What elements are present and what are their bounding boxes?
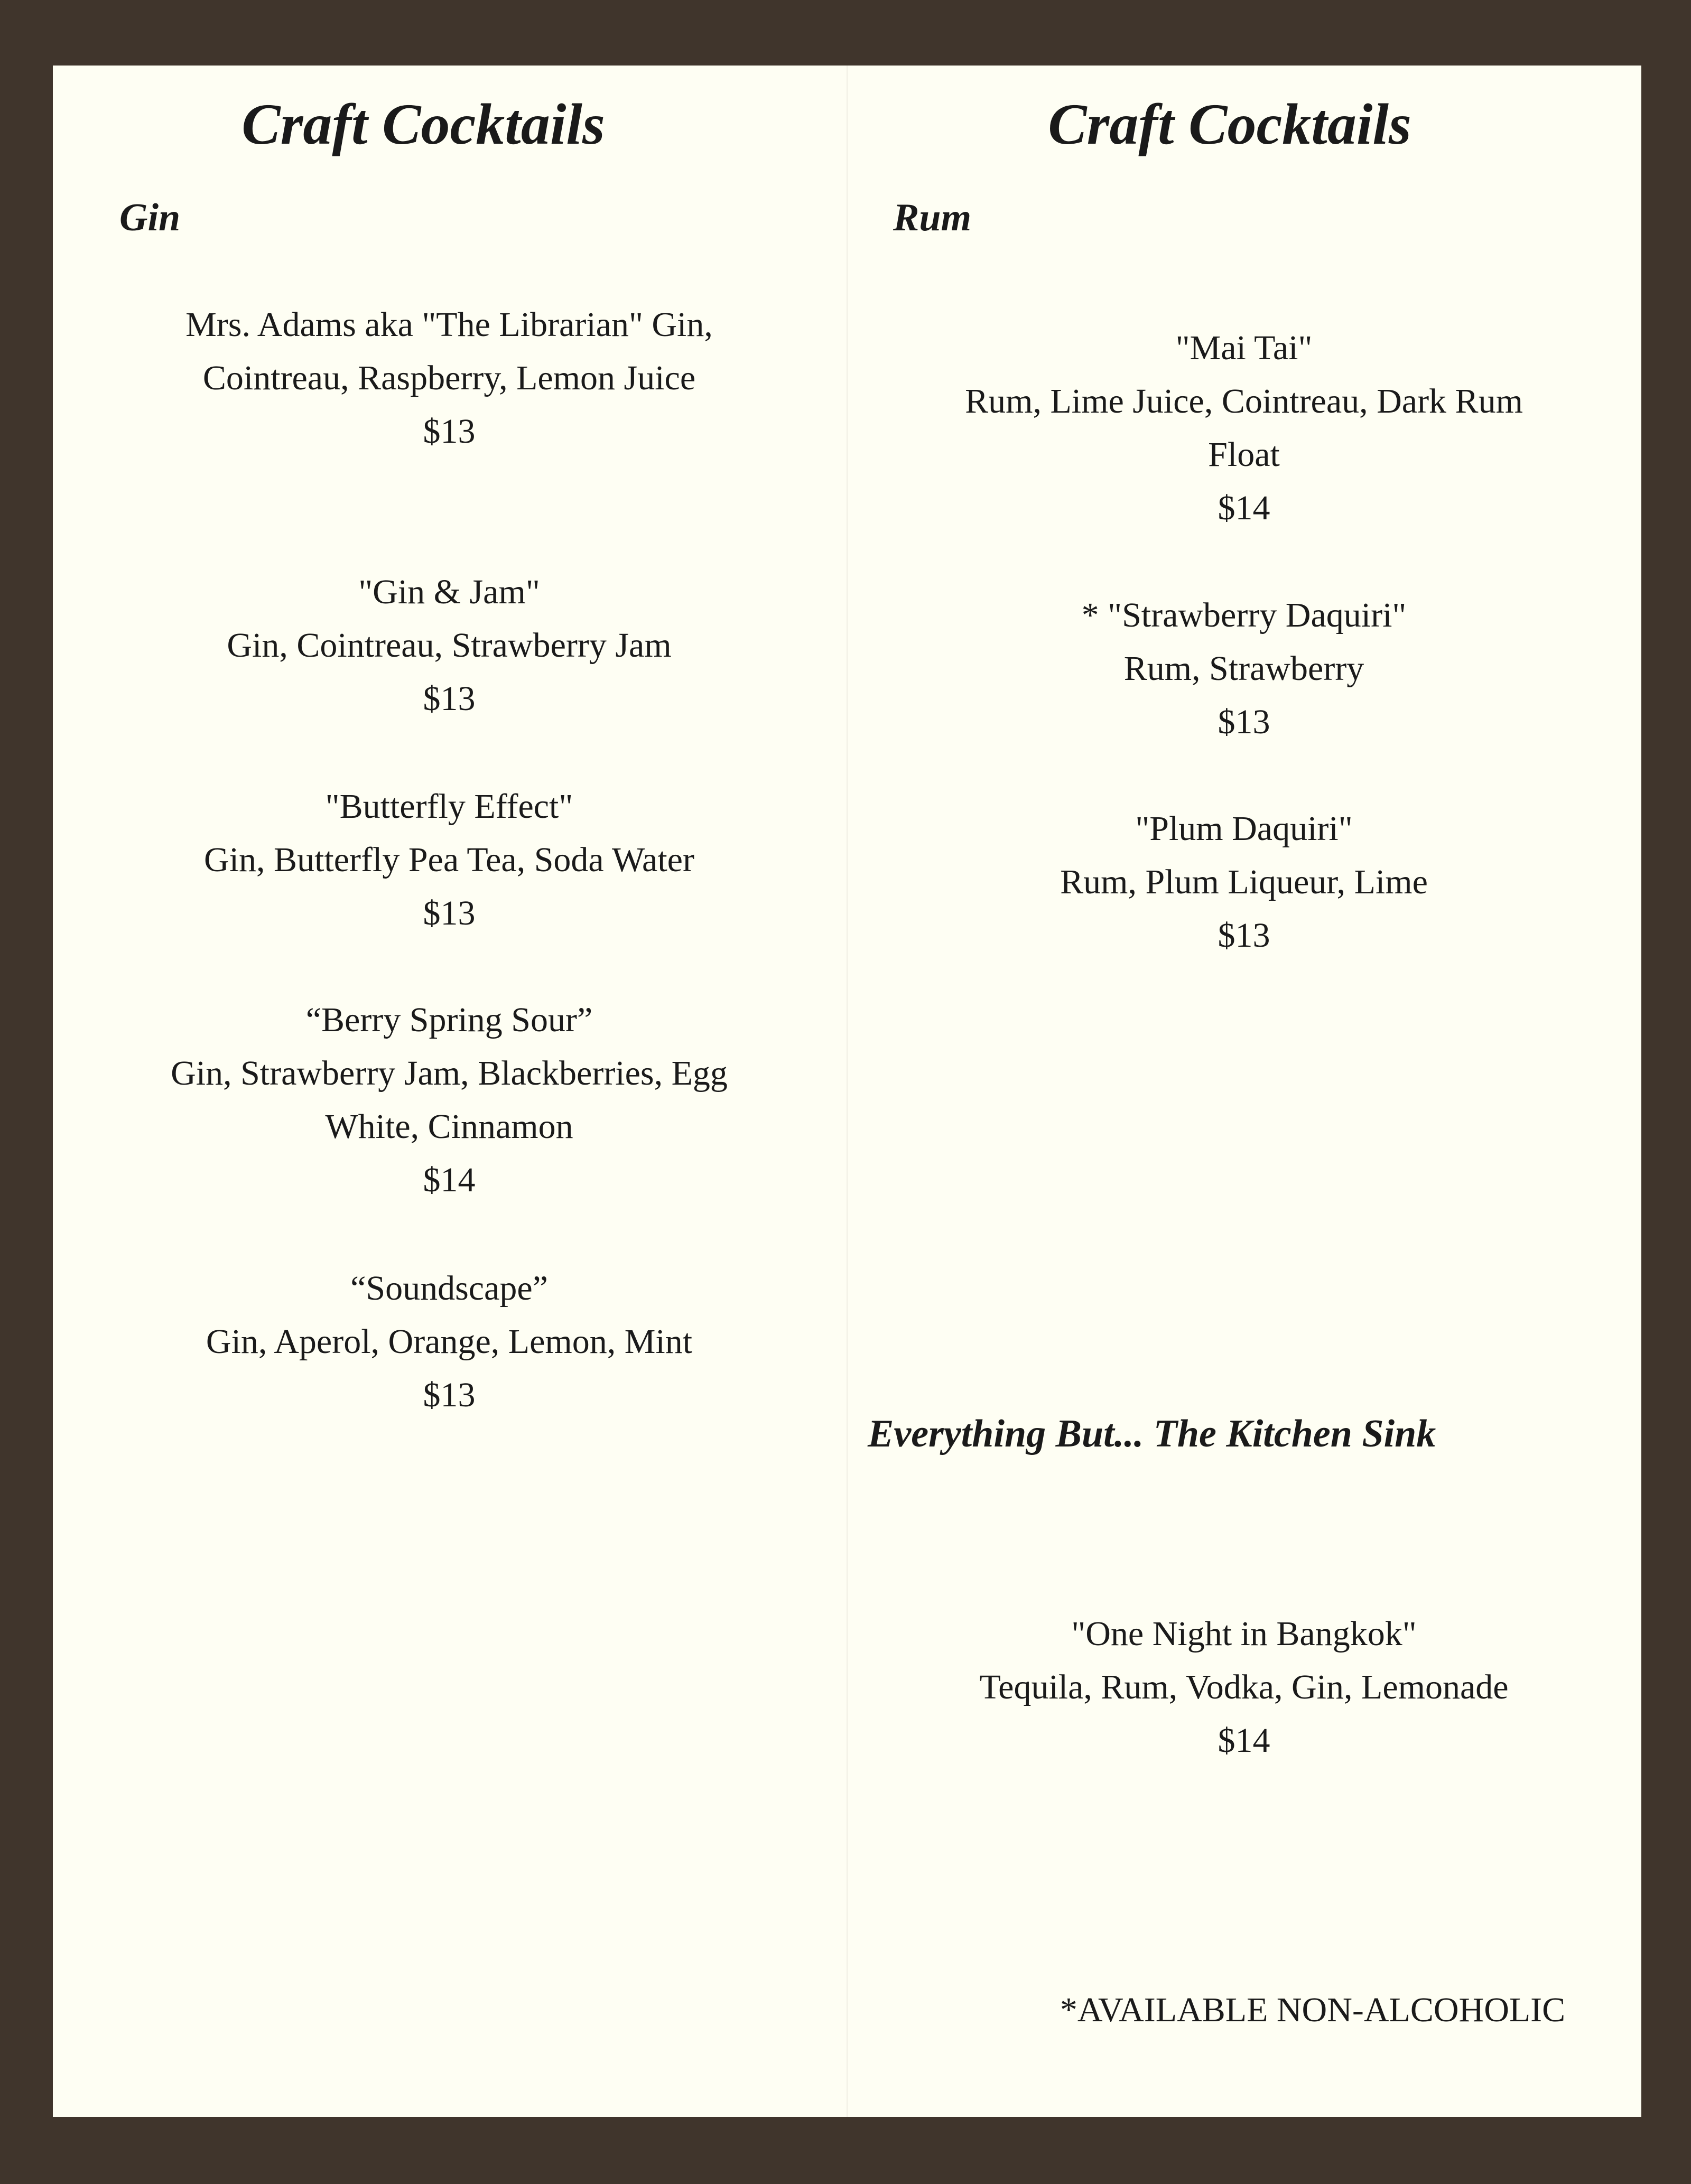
- menu-item-mrs-adams: [106, 298, 793, 458]
- page-title: Craft Cocktails: [241, 92, 605, 156]
- item-price: $14: [1218, 1721, 1270, 1760]
- menu-item-one-night-in-bangkok: [900, 1607, 1587, 1767]
- item-description: Cointreau, Raspberry, Lemon Juice: [202, 359, 696, 397]
- right-column: [848, 66, 1641, 2117]
- item-ingredients: Gin, Butterfly Pea Tea, Soda Water: [204, 841, 694, 879]
- item-ingredients: Float: [1208, 435, 1280, 474]
- item-ingredients: Gin, Aperol, Orange, Lemon, Mint: [206, 1322, 693, 1361]
- item-ingredients: Rum, Lime Juice, Cointreau, Dark Rum: [965, 382, 1523, 421]
- menu-item-plum-daquiri: [900, 802, 1587, 962]
- item-price: $13: [423, 894, 476, 932]
- non-alcoholic-note: *AVAILABLE NON-ALCOHOLIC: [1060, 1991, 1566, 2029]
- item-price: $13: [423, 1376, 476, 1414]
- item-name: "Mai Tai": [1175, 329, 1313, 367]
- item-price: $14: [423, 1161, 476, 1199]
- item-price: $13: [423, 679, 476, 718]
- section-title-rum: Rum: [893, 196, 972, 239]
- item-name: * "Strawberry Daquiri": [1081, 596, 1407, 634]
- menu-item-butterfly-effect: [106, 780, 793, 940]
- item-ingredients: Gin, Cointreau, Strawberry Jam: [227, 626, 672, 665]
- menu-item-mai-tai: [900, 321, 1587, 535]
- item-name: "Butterfly Effect": [325, 787, 573, 826]
- item-price: $13: [423, 412, 476, 451]
- menu-page: [53, 66, 1641, 2117]
- item-ingredients: Gin, Strawberry Jam, Blackberries, Egg: [171, 1054, 728, 1093]
- menu-item-berry-spring-sour: [106, 993, 793, 1207]
- item-ingredients: Rum, Strawberry: [1123, 649, 1364, 688]
- menu-item-gin-and-jam: [106, 565, 793, 725]
- item-ingredients: Tequila, Rum, Vodka, Gin, Lemonade: [979, 1668, 1509, 1706]
- page-title: Craft Cocktails: [1048, 92, 1411, 156]
- item-name: "One Night in Bangkok": [1071, 1614, 1417, 1653]
- item-price: $14: [1218, 489, 1270, 527]
- left-column: [53, 66, 847, 2117]
- item-price: $13: [1218, 916, 1270, 955]
- section-title-kitchen-sink: Everything But... The Kitchen Sink: [868, 1412, 1436, 1455]
- menu-item-strawberry-daquiri: [900, 589, 1587, 749]
- item-name: “Berry Spring Sour”: [305, 1001, 593, 1039]
- item-ingredients: Rum, Plum Liqueur, Lime: [1060, 863, 1428, 901]
- item-description: Mrs. Adams aka "The Librarian" Gin,: [185, 305, 713, 344]
- section-title-gin: Gin: [119, 196, 181, 239]
- item-name: "Gin & Jam": [358, 573, 540, 611]
- item-name: "Plum Daquiri": [1135, 809, 1353, 848]
- item-name: “Soundscape”: [350, 1269, 548, 1308]
- item-ingredients: White, Cinnamon: [325, 1107, 573, 1146]
- menu-item-soundscape: [106, 1262, 793, 1422]
- item-price: $13: [1218, 703, 1270, 741]
